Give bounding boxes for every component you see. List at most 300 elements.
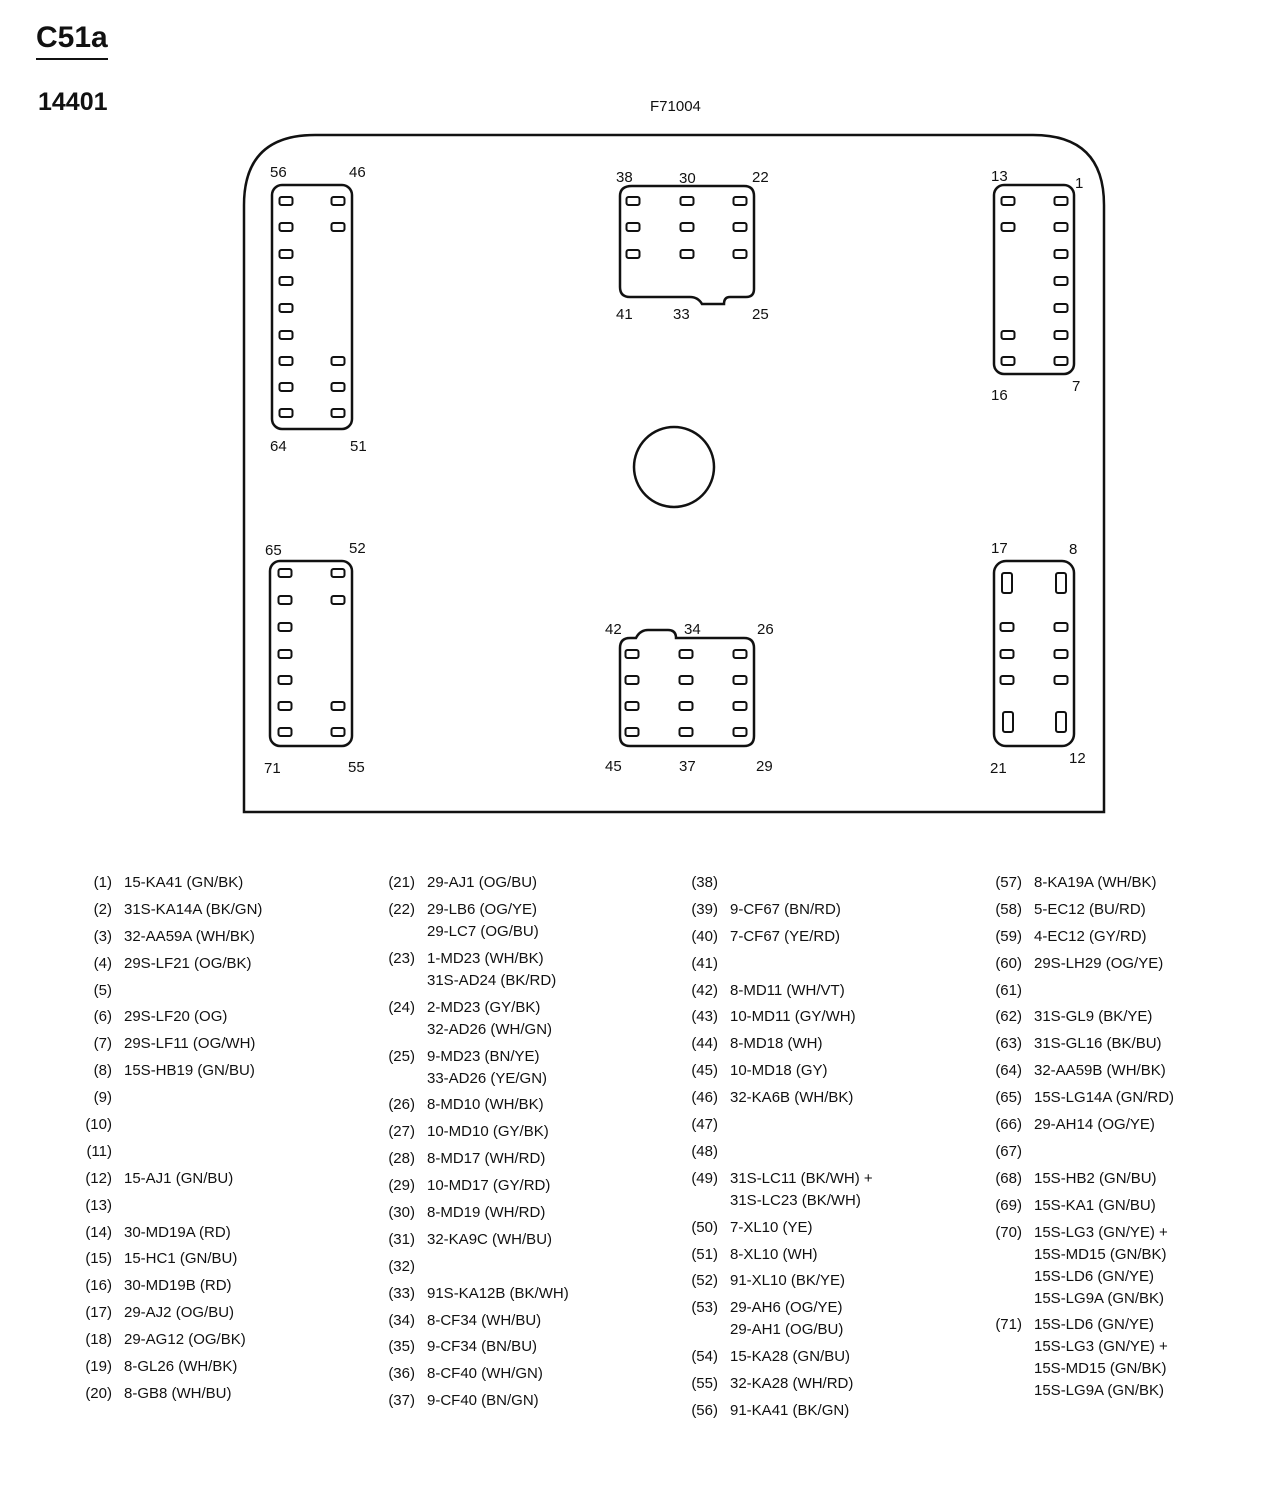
pin-number: (6)	[93, 1008, 112, 1026]
pin-row	[64, 1006, 364, 1028]
cavity-label: 22	[752, 169, 769, 186]
cavity-label: 16	[991, 387, 1008, 404]
cavity-label: 33	[673, 306, 690, 323]
pin-circuit: 32-AA59A (WH/BK)	[124, 927, 255, 945]
pin-number: (8)	[93, 1062, 112, 1080]
pin-circuit: 8-MD10 (WH/BK)	[427, 1096, 544, 1114]
pin-row	[670, 872, 970, 894]
pin-number: (68)	[995, 1169, 1022, 1187]
cavity-label: 34	[684, 621, 701, 638]
terminal-slot	[279, 569, 292, 577]
cavity-label: 1	[1075, 175, 1084, 192]
terminal-slot	[280, 304, 293, 312]
pin-number: (66)	[995, 1116, 1022, 1134]
pin-row	[64, 1222, 364, 1244]
pin-number: (64)	[995, 1062, 1022, 1080]
figure-id: F71004	[650, 98, 701, 115]
terminal-slot	[734, 676, 747, 684]
pin-row	[64, 1195, 364, 1217]
pin-number: (18)	[85, 1331, 112, 1349]
pin-row	[367, 1121, 667, 1143]
pin-row	[367, 1283, 667, 1305]
pin-number: (21)	[388, 874, 415, 891]
pin-circuit: 15S-HB2 (GN/BU)	[1034, 1169, 1157, 1187]
pin-row	[670, 1060, 970, 1082]
pin-number: (7)	[93, 1035, 112, 1053]
pin-circuit: 32-AA59B (WH/BK)	[1034, 1062, 1166, 1080]
pin-circuit: 29S-LF20 (OG)	[124, 1008, 228, 1026]
terminal-slot	[279, 676, 292, 684]
pin-number: (52)	[691, 1272, 718, 1290]
terminal-slot	[1055, 223, 1068, 231]
pin-row	[367, 1229, 667, 1251]
pin-number: (39)	[691, 900, 718, 918]
pinout-column-3	[670, 872, 970, 1427]
terminal-slot	[280, 331, 293, 339]
terminal-slot	[332, 728, 345, 736]
pin-circuit: 15-KA41 (GN/BK)	[124, 874, 244, 891]
pin-number: (31)	[388, 1230, 415, 1248]
pin-circuit: 8-MD19 (WH/RD)	[427, 1204, 546, 1222]
cavity-label: 56	[270, 164, 287, 181]
terminal-slot	[280, 250, 293, 258]
pin-number: (23)	[388, 949, 415, 967]
pin-row	[367, 1175, 667, 1197]
terminal-slot	[332, 596, 345, 604]
pin-number: (46)	[691, 1089, 718, 1107]
pin-row	[974, 1314, 1264, 1402]
terminal-slot	[1055, 304, 1068, 312]
pin-number: (16)	[85, 1277, 112, 1295]
terminal-slot	[681, 250, 694, 258]
terminal-slot	[680, 702, 693, 710]
terminal-slot	[734, 702, 747, 710]
cavity-label: 37	[679, 758, 696, 775]
center-mounting-hole	[634, 427, 714, 507]
pin-row	[64, 1087, 364, 1109]
pin-row	[670, 1270, 970, 1292]
cavity-label: 17	[991, 540, 1008, 557]
pin-circuit: 15-AJ1 (GN/BU)	[124, 1169, 234, 1187]
pin-number: (57)	[995, 874, 1022, 891]
pin-circuit: 9-CF40 (BN/GN)	[427, 1392, 539, 1410]
pin-row	[974, 1141, 1264, 1163]
pin-circuit: 4-EC12 (GY/RD)	[1034, 927, 1147, 945]
pin-number: (56)	[691, 1402, 718, 1420]
pin-row	[367, 997, 667, 1041]
pin-number: (33)	[388, 1284, 415, 1302]
pin-row	[974, 1087, 1264, 1109]
pin-number: (27)	[388, 1123, 415, 1141]
pin-number: (63)	[995, 1035, 1022, 1053]
pin-number: (62)	[995, 1008, 1022, 1026]
pin-row	[974, 1060, 1264, 1082]
terminal-slot	[681, 197, 694, 205]
pin-row	[974, 926, 1264, 948]
part-number: 14401	[38, 88, 108, 116]
terminal-slot	[681, 223, 694, 231]
pin-row	[670, 1373, 970, 1395]
pin-row	[64, 1275, 364, 1297]
terminal-slot	[1055, 650, 1068, 658]
terminal-slot	[279, 702, 292, 710]
cavity-label: 45	[605, 758, 622, 775]
terminal-slot	[627, 197, 640, 205]
pin-number: (5)	[93, 981, 112, 999]
pin-row	[64, 1356, 364, 1378]
pin-row	[64, 1383, 364, 1405]
pin-number: (54)	[691, 1348, 718, 1366]
connector-id: C51a	[36, 22, 108, 60]
pin-circuit: 30-MD19B (RD)	[124, 1277, 232, 1295]
terminal-slot	[1002, 357, 1015, 365]
pin-row	[670, 953, 970, 975]
pin-row	[670, 1400, 970, 1422]
pin-row	[64, 872, 364, 894]
pin-circuit: 29S-LH29 (OG/YE)	[1034, 954, 1164, 972]
pin-circuit: 9-CF67 (BN/RD)	[730, 900, 841, 918]
pin-circuit: 91-XL10 (BK/YE)	[730, 1272, 846, 1290]
terminal-slot	[279, 596, 292, 604]
pin-circuit: 10-MD17 (GY/RD)	[427, 1177, 551, 1195]
terminal-slot	[1055, 623, 1068, 631]
terminal-slot	[332, 569, 345, 577]
pin-row	[64, 1114, 364, 1136]
pin-circuit: 32-KA28 (WH/RD)	[730, 1375, 854, 1393]
pin-row	[64, 1168, 364, 1190]
pin-number: (28)	[388, 1150, 415, 1168]
pin-circuit: 2-MD23 (GY/BK) 32-AD26 (WH/GN)	[427, 998, 553, 1038]
terminal-slot	[1002, 223, 1015, 231]
pin-row	[670, 926, 970, 948]
terminal-slot	[280, 277, 293, 285]
pin-circuit: 29S-LF21 (OG/BK)	[124, 954, 252, 972]
pin-number: (65)	[995, 1089, 1022, 1107]
pin-circuit: 15S-LG14A (GN/RD)	[1034, 1089, 1175, 1107]
terminal-slot	[1002, 331, 1015, 339]
pin-circuit: 29-AG12 (OG/BK)	[124, 1331, 246, 1349]
terminal-slot	[1003, 712, 1013, 732]
terminal-slot	[1055, 277, 1068, 285]
pin-row	[367, 1148, 667, 1170]
pin-row	[367, 1363, 667, 1385]
pin-row	[670, 1346, 970, 1368]
pin-number: (47)	[691, 1116, 718, 1134]
pin-row	[64, 1248, 364, 1270]
pin-row	[670, 899, 970, 921]
pin-circuit: 10-MD11 (GY/WH)	[730, 1008, 856, 1026]
pin-number: (17)	[85, 1304, 112, 1322]
pin-row	[670, 1244, 970, 1266]
pin-circuit: 8-CF34 (WH/BU)	[427, 1311, 542, 1329]
pin-number: (3)	[93, 927, 112, 945]
terminal-slot	[279, 728, 292, 736]
pin-circuit: 31S-GL9 (BK/YE)	[1034, 1008, 1153, 1026]
pin-row	[367, 1094, 667, 1116]
terminal-slot	[626, 702, 639, 710]
pin-circuit: 5-EC12 (BU/RD)	[1034, 900, 1146, 918]
pin-row	[367, 1202, 667, 1224]
cavity-label: 26	[757, 621, 774, 638]
pin-number: (19)	[85, 1358, 112, 1376]
pin-number: (26)	[388, 1096, 415, 1114]
pin-circuit: 7-CF67 (YE/RD)	[730, 927, 841, 945]
pin-row	[670, 1087, 970, 1109]
pin-number: (41)	[691, 954, 718, 972]
pin-row	[367, 899, 667, 943]
pin-number: (37)	[388, 1392, 415, 1410]
pin-circuit: 8-GB8 (WH/BU)	[124, 1384, 232, 1402]
pin-number: (48)	[691, 1142, 718, 1160]
pin-number: (20)	[85, 1384, 112, 1402]
cavity-label: 8	[1069, 541, 1078, 558]
pinout-column-4	[974, 872, 1264, 1407]
terminal-slot	[1056, 712, 1066, 732]
pin-circuit: 1-MD23 (WH/BK) 31S-AD24 (BK/RD)	[427, 949, 557, 989]
pin-number: (25)	[388, 1047, 415, 1065]
pin-circuit: 29-AJ1 (OG/BU)	[427, 874, 538, 891]
pin-circuit: 15S-KA1 (GN/BU)	[1034, 1196, 1156, 1214]
pin-circuit: 91S-KA12B (BK/WH)	[427, 1284, 569, 1302]
pin-number: (24)	[388, 998, 415, 1016]
pin-circuit: 32-KA9C (WH/BU)	[427, 1230, 553, 1248]
pin-row	[974, 1033, 1264, 1055]
pin-circuit: 8-CF40 (WH/GN)	[427, 1365, 543, 1383]
pin-number: (42)	[691, 981, 718, 999]
pin-row	[974, 1195, 1264, 1217]
pin-circuit: 32-KA6B (WH/BK)	[730, 1089, 854, 1107]
pin-circuit: 15S-LG3 (GN/YE) + 15S-MD15 (GN/BK) 15S-LD6 (GN/YE) 15S-LG9A (GN/BK)	[1034, 1223, 1168, 1307]
pin-circuit: 29-AH6 (OG/YE) 29-AH1 (OG/BU)	[730, 1299, 844, 1339]
pin-number: (70)	[995, 1223, 1022, 1241]
terminal-slot	[1002, 573, 1012, 593]
pin-row	[367, 1046, 667, 1090]
cavity-label: 41	[616, 306, 633, 323]
terminal-slot	[627, 250, 640, 258]
pin-row	[974, 980, 1264, 1002]
pin-row	[974, 1114, 1264, 1136]
cavity-label: 21	[990, 760, 1007, 777]
cavity-block-top-right	[994, 185, 1074, 374]
cavity-label: 71	[264, 760, 281, 777]
pin-number: (34)	[388, 1311, 415, 1329]
pin-number: (9)	[93, 1089, 112, 1107]
pin-number: (12)	[85, 1169, 112, 1187]
pin-circuit: 31S-GL16 (BK/BU)	[1034, 1035, 1162, 1053]
pin-number: (29)	[388, 1177, 415, 1195]
terminal-slot	[279, 623, 292, 631]
pin-row	[974, 953, 1264, 975]
pin-number: (38)	[691, 874, 718, 891]
terminal-slot	[332, 702, 345, 710]
pin-row	[367, 948, 667, 992]
pin-row	[64, 1141, 364, 1163]
terminal-slot	[1001, 676, 1014, 684]
connector-outline	[244, 135, 1104, 812]
terminal-slot	[1055, 250, 1068, 258]
pin-number: (44)	[691, 1035, 718, 1053]
pin-row	[367, 1310, 667, 1332]
pin-number: (69)	[995, 1196, 1022, 1214]
terminal-slot	[734, 197, 747, 205]
cavity-label: 38	[616, 169, 633, 186]
cavity-label: 55	[348, 759, 365, 776]
pin-circuit: 7-XL10 (YE)	[730, 1218, 813, 1236]
cavity-block-bottom-right	[994, 561, 1074, 746]
terminal-slot	[1055, 197, 1068, 205]
pin-circuit: 8-XL10 (WH)	[730, 1245, 818, 1263]
pin-row	[64, 1033, 364, 1055]
terminal-slot	[627, 223, 640, 231]
pin-number: (55)	[691, 1375, 718, 1393]
pin-number: (60)	[995, 954, 1022, 972]
pin-row	[974, 1222, 1264, 1310]
cavity-label: 64	[270, 438, 287, 455]
pin-number: (71)	[995, 1316, 1022, 1334]
pin-circuit: 29-AH14 (OG/YE)	[1034, 1116, 1155, 1134]
terminal-slot	[332, 357, 345, 365]
pin-number: (11)	[86, 1142, 112, 1160]
cavity-label: 65	[265, 542, 282, 559]
pin-number: (67)	[995, 1142, 1022, 1160]
pinout-column-2	[367, 872, 667, 1417]
pin-circuit: 31S-KA14A (BK/GN)	[124, 900, 263, 918]
terminal-slot	[280, 357, 293, 365]
pin-circuit: 29S-LF11 (OG/WH)	[124, 1035, 256, 1053]
cavity-label: 42	[605, 621, 622, 638]
terminal-slot	[626, 728, 639, 736]
pin-circuit: 8-MD17 (WH/RD)	[427, 1150, 546, 1168]
cavity-block-top-left	[272, 185, 352, 429]
pin-row	[64, 926, 364, 948]
pin-number: (43)	[691, 1008, 718, 1026]
pin-circuit: 29-AJ2 (OG/BU)	[124, 1304, 235, 1322]
pinout-column-1	[64, 872, 364, 1410]
pin-number: (10)	[85, 1116, 112, 1134]
pin-circuit: 9-MD23 (BN/YE) 33-AD26 (YE/GN)	[427, 1047, 548, 1087]
cavity-label: 30	[679, 170, 696, 187]
terminal-slot	[280, 223, 293, 231]
terminal-slot	[680, 650, 693, 658]
pin-number: (14)	[85, 1223, 112, 1241]
pin-number: (53)	[691, 1299, 718, 1317]
terminal-slot	[280, 409, 293, 417]
cavity-label: 46	[349, 164, 366, 181]
terminal-slot	[1055, 331, 1068, 339]
pin-circuit: 10-MD18 (GY)	[730, 1062, 828, 1080]
pin-circuit: 8-GL26 (WH/BK)	[124, 1358, 238, 1376]
terminal-slot	[332, 383, 345, 391]
cavity-label: 7	[1072, 378, 1081, 395]
pin-row	[670, 1141, 970, 1163]
pin-number: (45)	[691, 1062, 718, 1080]
cavity-block-bottom-left	[270, 561, 352, 746]
pin-circuit: 8-MD11 (WH/VT)	[730, 981, 845, 999]
pin-row	[670, 1217, 970, 1239]
pin-row	[64, 899, 364, 921]
terminal-slot	[1056, 573, 1066, 593]
pin-number: (49)	[691, 1169, 718, 1187]
pin-row	[670, 1006, 970, 1028]
pin-circuit: 9-CF34 (BN/BU)	[427, 1338, 538, 1356]
terminal-slot	[680, 728, 693, 736]
pin-circuit: 31S-LC11 (BK/WH) + 31S-LC23 (BK/WH)	[730, 1169, 873, 1209]
pin-row	[974, 1168, 1264, 1190]
terminal-slot	[626, 650, 639, 658]
cavity-label: 29	[756, 758, 773, 775]
cavity-label: 13	[991, 168, 1008, 185]
pin-row	[670, 1297, 970, 1341]
terminal-slot	[332, 409, 345, 417]
pin-number: (13)	[85, 1196, 112, 1214]
cavity-label: 12	[1069, 750, 1086, 767]
pin-circuit: 15S-LD6 (GN/YE) 15S-LG3 (GN/YE) + 15S-MD15 (GN/BK) 15S-LG9A (GN/BK)	[1034, 1316, 1168, 1400]
pin-row	[64, 953, 364, 975]
pin-number: (32)	[388, 1257, 415, 1275]
terminal-slot	[1055, 357, 1068, 365]
terminal-slot	[680, 676, 693, 684]
pin-row	[974, 872, 1264, 894]
pin-row	[64, 1060, 364, 1082]
terminal-slot	[626, 676, 639, 684]
terminal-slot	[332, 223, 345, 231]
pin-number: (50)	[691, 1218, 718, 1236]
terminal-slot	[280, 383, 293, 391]
cavity-label: 25	[752, 306, 769, 323]
pin-number: (59)	[995, 927, 1022, 945]
pin-row	[670, 980, 970, 1002]
terminal-slots	[279, 197, 1068, 736]
terminal-slot	[734, 728, 747, 736]
pin-row	[64, 1329, 364, 1351]
pin-row	[974, 899, 1264, 921]
pin-number: (35)	[388, 1338, 415, 1356]
pin-number: (36)	[388, 1365, 415, 1383]
pin-circuit: 15S-HB19 (GN/BU)	[124, 1062, 255, 1080]
pin-number: (1)	[93, 874, 112, 891]
pin-number: (40)	[691, 927, 718, 945]
pin-row	[64, 980, 364, 1002]
pin-row	[367, 1390, 667, 1412]
pin-circuit: 10-MD10 (GY/BK)	[427, 1123, 549, 1141]
pin-row	[974, 1006, 1264, 1028]
pin-circuit: 15-KA28 (GN/BU)	[730, 1348, 851, 1366]
pin-number: (2)	[93, 900, 112, 918]
pin-circuit: 91-KA41 (BK/GN)	[730, 1402, 850, 1420]
pin-circuit: 15-HC1 (GN/BU)	[124, 1250, 238, 1268]
terminal-slot	[1055, 676, 1068, 684]
terminal-slot	[734, 650, 747, 658]
pin-row	[670, 1033, 970, 1055]
pin-circuit: 29-LB6 (OG/YE) 29-LC7 (OG/BU)	[427, 900, 539, 940]
cavity-label: 51	[350, 438, 367, 455]
pin-number: (61)	[995, 981, 1022, 999]
pin-circuit: 30-MD19A (RD)	[124, 1223, 231, 1241]
pin-number: (30)	[388, 1204, 415, 1222]
cavity-label: 52	[349, 540, 366, 557]
pin-number: (4)	[93, 954, 112, 972]
terminal-slot	[280, 197, 293, 205]
terminal-slot	[734, 250, 747, 258]
terminal-slot	[1001, 623, 1014, 631]
terminal-slot	[1001, 650, 1014, 658]
pin-number: (22)	[388, 900, 415, 918]
terminal-slot	[332, 197, 345, 205]
pin-row	[367, 1256, 667, 1278]
pin-number: (15)	[85, 1250, 112, 1268]
pin-row	[64, 1302, 364, 1324]
pin-row	[670, 1168, 970, 1212]
